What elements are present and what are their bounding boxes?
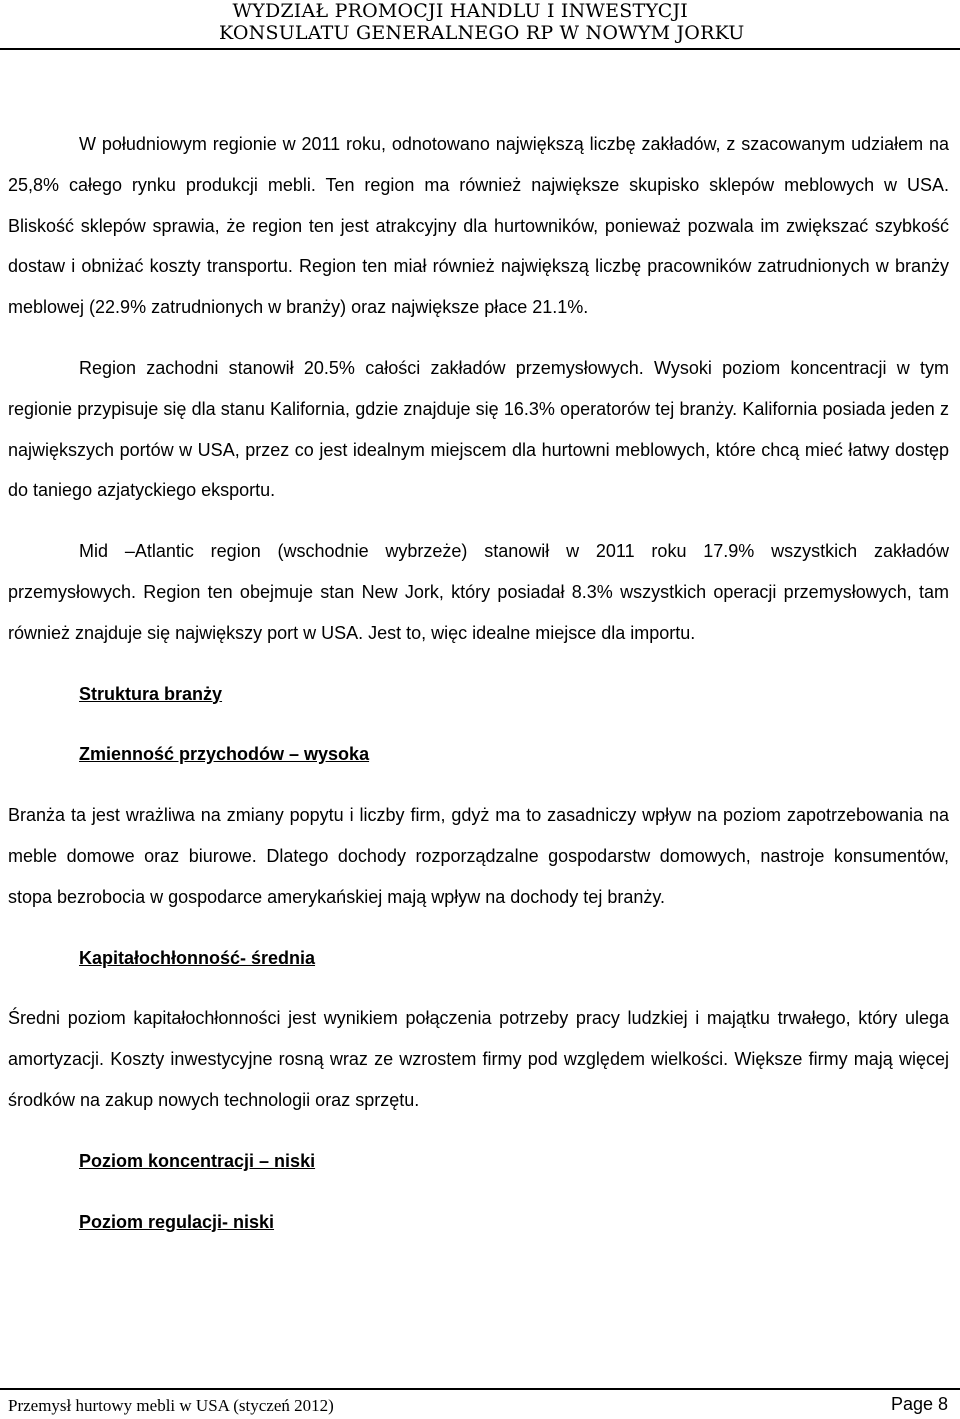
paragraph-south-region: W południowym regionie w 2011 roku, odnotowano największą liczbę zakładów, z szacowanym udziałem na 25,8% całego rynku produkcji mebli. Ten region ma również największe skupisko sklepów meblowych w USA. Bliskość sklepów sprawia, że region ten jest atrakcyjny dla hurtowników, ponieważ pozwala im zwiększać szybkość dostaw i obniżać koszty transportu. Region ten miał również największą liczbę pracowników zatrudnionych w branży meblowej (22.9% zatrudnionych w branży) oraz największe płace 21.1%. [8, 134, 949, 318]
paragraph-zmiennosc: Branża ta jest wrażliwa na zmiany popytu i liczby firm, gdyż ma to zasadniczy wpływ na poziom zapotrzebowania na meble domowe oraz biurowe. Dlatego dochody rozporządzalne gospodarstw domowych, nastroje konsumentów, stopa bezrobocia w gospodarce amerykańskiej mają wpływ na dochody tej branży. [8, 805, 949, 907]
spacer [8, 978, 949, 998]
spacer [8, 654, 949, 674]
spacer [8, 775, 949, 795]
header-line-2: KONSULATU GENERALNEGO RP W NOWYM JORKU [219, 22, 745, 44]
paragraph-kapitalochlonnosc: Średni poziom kapitałochłonności jest wynikiem połączenia potrzeby pracy ludzkiej i majątku trwałego, który ulega amortyzacji. Koszty inwestycyjne rosną wraz ze wzrostem firmy pod względem wielkości. Większe firmy mają więcej środków na zakup nowych technologii oraz sprzętu. [8, 1008, 949, 1110]
spacer [8, 918, 949, 938]
page-number: Page 8 [890, 1394, 948, 1414]
paragraph-west-region: Region zachodni stanowił 20.5% całości zakładów przemysłowych. Wysoki poziom koncentracji w tym regionie przypisuje się dla stanu Kalifornia, gdzie znajduje się 16.3% operatorów tej branży. Kalifornia posiada jeden z największych portów w USA, przez co jest idealnym miejscem dla hurtowni meblowych, które chcą mieć łatwy dostęp do taniego azjatyckiego eksportu. [8, 357, 949, 501]
spacer [8, 328, 949, 348]
heading-koncentracja: Poziom koncentracji – niski [79, 1150, 316, 1171]
heading-zmiennosc: Zmienność przychodów – wysoka [79, 744, 370, 765]
header-line-1: WYDZIAŁ PROMOCJI HANDLU I INWESTYCJI [232, 0, 688, 22]
header-divider [0, 48, 960, 50]
spacer [8, 714, 949, 734]
document-body [8, 124, 949, 1242]
heading-kapitalochlonnosc: Kapitałochłonność- średnia [79, 947, 316, 968]
spacer [8, 511, 949, 531]
page-header [0, 0, 960, 50]
paragraph-mid-atlantic: Mid –Atlantic region (wschodnie wybrzeże) stanowił w 2011 roku 17.9% wszystkich zakładów przemysłowych. Region ten obejmuje stan New Jork, który posiadał 8.3% wszystkich operacji przemysłowych, tam również znajduje się największy port w USA. Jest to, więc idealne miejsce dla importu. [8, 541, 949, 643]
heading-struktura: Struktura branży [79, 683, 223, 704]
spacer [8, 1182, 949, 1202]
heading-regulacja: Poziom regulacji- niski [79, 1211, 275, 1232]
footer-divider [0, 1388, 960, 1390]
spacer [8, 1121, 949, 1141]
footer-title: Przemysł hurtowy mebli w USA (styczeń 2012) [8, 1396, 334, 1415]
